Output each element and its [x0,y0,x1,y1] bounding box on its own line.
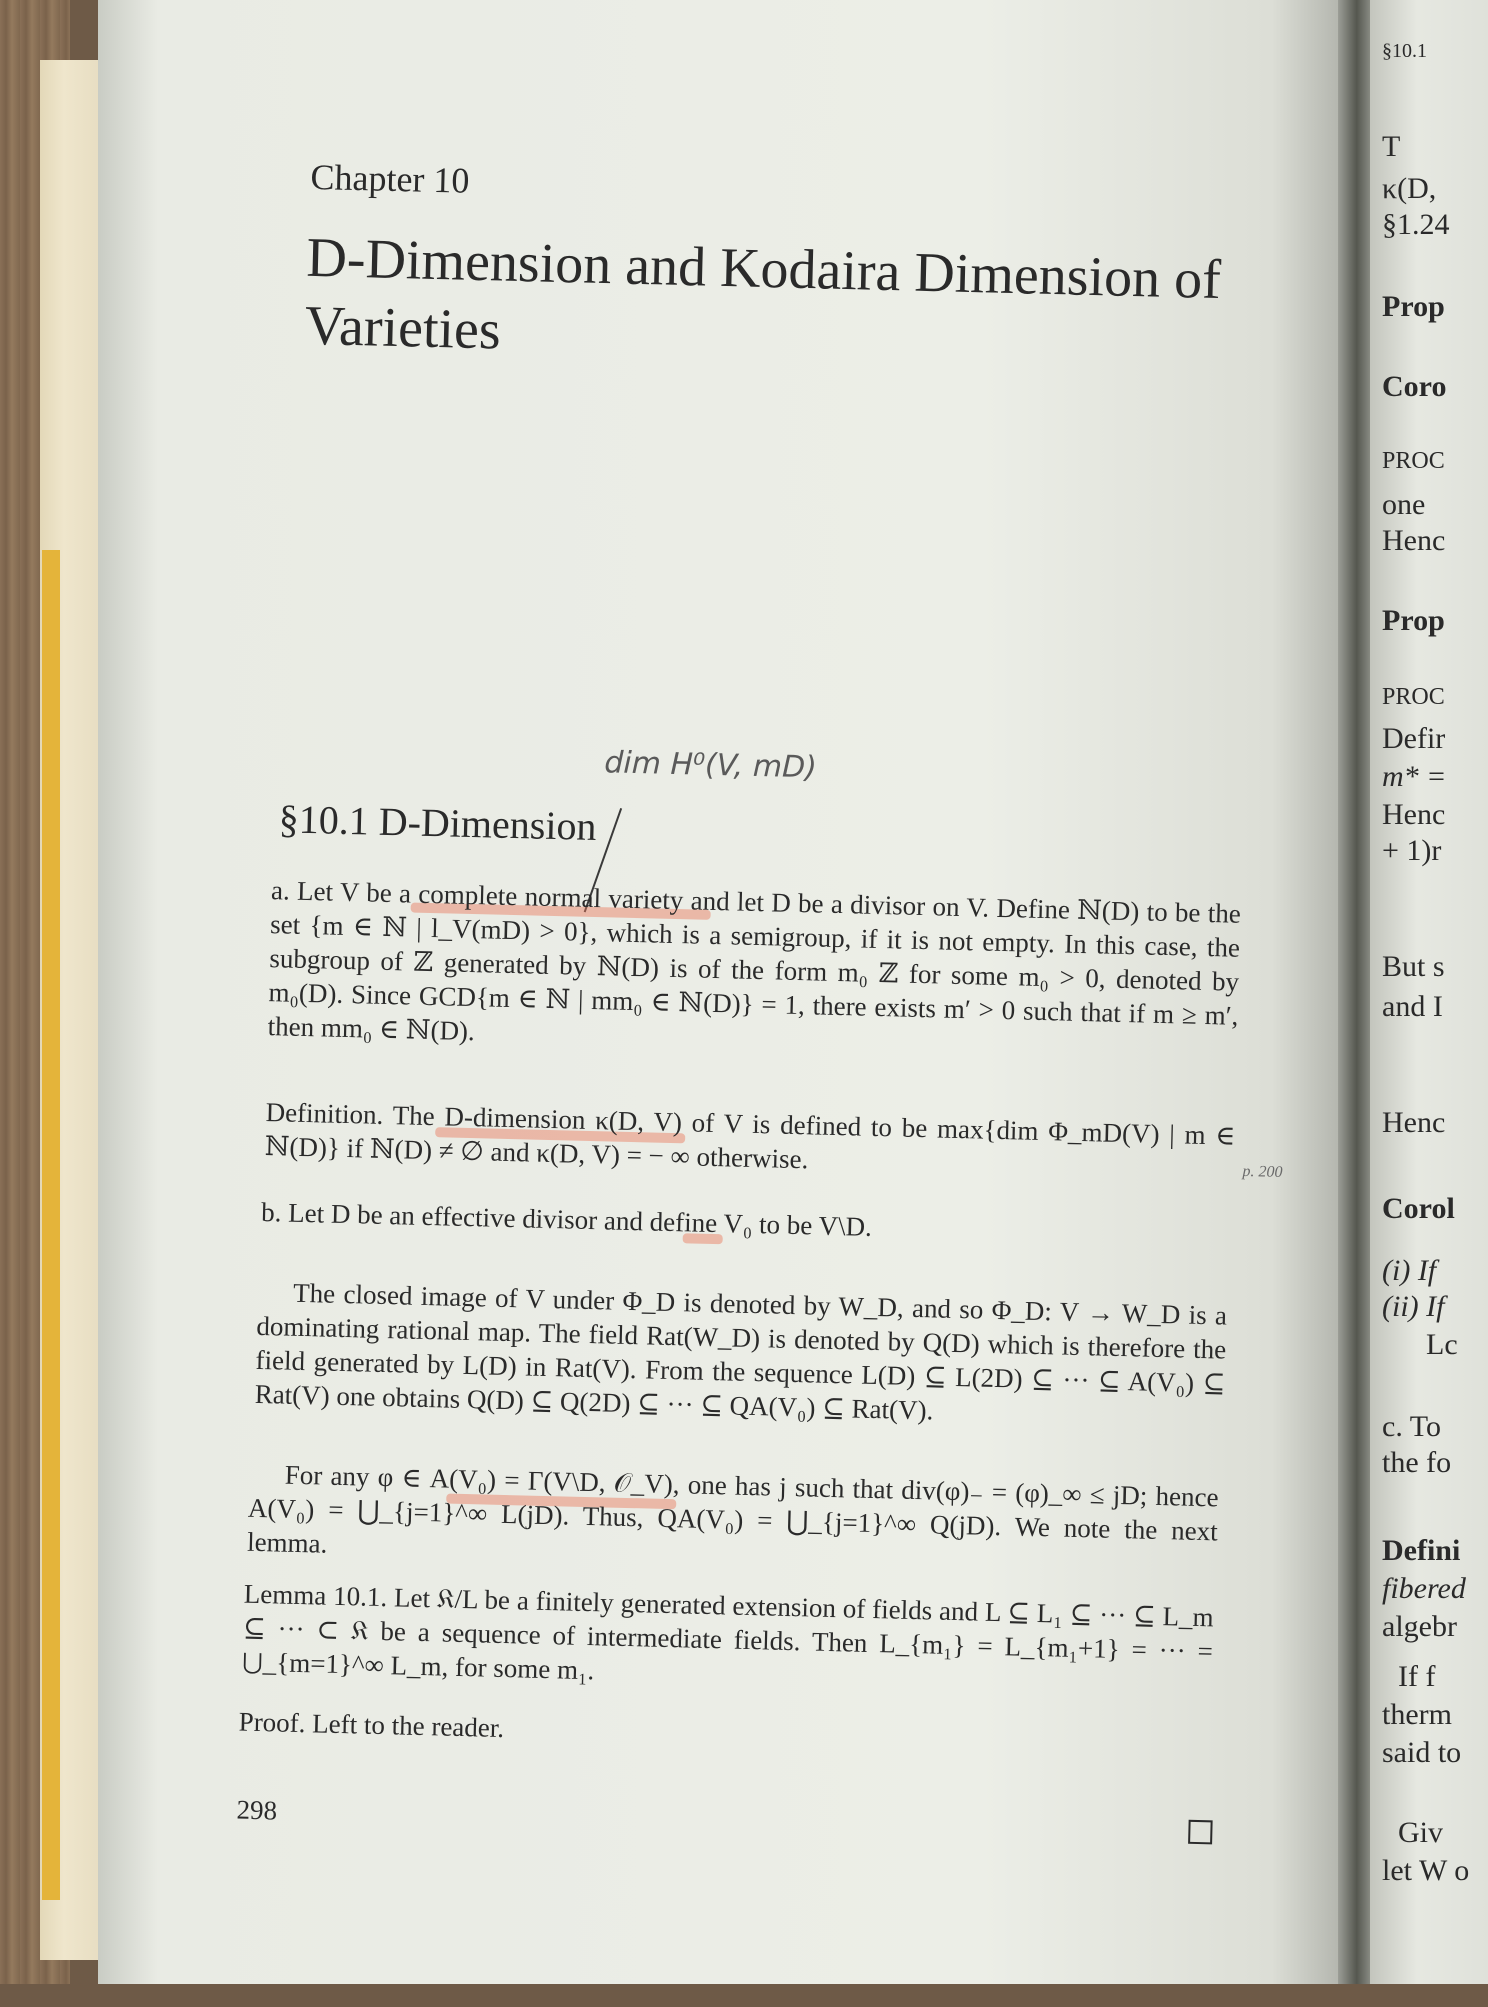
right-page-line: But s [1382,950,1445,983]
paragraph-any: For any φ ∈ A(V₀) = Γ(V\D, 𝒪_V), one has j such that div(φ)₋ = (φ)_∞ ≤ jD; hence A(V₀) = ⋃_{j=1}^∞ L(jD). Thus, QA(V₀) = ⋃_{j=1}^∞ Q(jD). We note the next lemma. [246,1459,1219,1559]
right-page-line: Prop [1382,604,1445,637]
right-page [1370,0,1488,1984]
right-page-line: If f [1398,1660,1436,1693]
right-page-line: algebr [1382,1610,1457,1643]
right-page-line: Defir [1382,722,1446,755]
paragraph-a: a. Let V be a complete normal variety and let D be a divisor on V. Define ℕ(D) to be the set {m ∈ ℕ | l_V(mD) > 0}, which is a semigroup, if it is not empty. In this case, the subgroup of ℤ generated by ℕ(D) is of the form m₀ ℤ for some m₀ > 0, denoted by m₀(D). Since GCD{m ∈ ℕ | mm₀ ∈ ℕ(D)} = 1, there exists m′ > 0 such that if m ≥ m′, then mm₀ ∈ ℕ(D). [267,875,1242,1047]
right-page-line: PROC [1382,448,1445,474]
right-page-line: Giv [1398,1816,1443,1849]
lemma: Lemma 10.1. Let 𝔎/L be a finitely generated extension of fields and L ⊆ L₁ ⊆ ··· ⊆ L_m ⊆ ··· ⊂ 𝔎 be a sequence of intermediate fields. Then L_{m₁} = L_{m₁+1} = ··· = ⋃_{m=1}^∞ L_m, for some m₁. [241,1578,1214,1686]
section-heading: §10.1 D-Dimension [278,796,598,850]
right-page-line: Prop [1382,290,1445,323]
right-page-line: (ii) If [1382,1290,1445,1323]
right-page-line: c. To [1382,1410,1442,1443]
right-page-line: Coro [1382,370,1447,403]
right-page-line: Lc [1426,1328,1458,1361]
right-page-line: let W o [1382,1854,1470,1887]
right-page-line: the fo [1382,1446,1452,1479]
right-page-line: Defini [1382,1534,1461,1567]
definition: Definition. The D-dimension κ(D, V) of V is defined to be max{dim Φ_mD(V) | m ∈ ℕ(D)} if ℕ(D) ≠ ∅ and κ(D, V) = − ∞ otherwise. [264,1097,1236,1175]
left-page [98,0,1360,1984]
right-page-line: said to [1382,1736,1462,1769]
right-page-line: therm [1382,1698,1452,1731]
right-page-line: one [1382,488,1426,521]
qed-box [1188,1820,1213,1845]
paragraph-b: b. Let D be an effective divisor and define V₀ to be V\D. [260,1196,873,1242]
book-gutter [1338,0,1372,1984]
page-number: 298 [236,1794,278,1826]
chapter-label: Chapter 10 [310,156,470,201]
right-page-line: (i) If [1382,1254,1437,1287]
right-page-line: Henc [1382,1106,1446,1139]
right-page-line: §1.24 [1382,208,1450,241]
book-cover-edge [42,550,60,1900]
right-page-line: fibered [1382,1572,1466,1605]
right-page-line: Henc [1382,798,1446,831]
proof: Proof. Left to the reader. [238,1706,505,1744]
right-page-line: κ(D, [1382,172,1437,205]
paragraph-closed-image: The closed image of V under Φ_D is denoted by W_D, and so Φ_D: V → W_D is a dominating rational map. The field Rat(W_D) is denoted by Q(D) which is therefore the field generated by L(D) in Rat(V). From the sequence L(D) ⊆ L(2D) ⊆ ··· ⊆ A(V₀) ⊆ Rat(V) one obtains Q(D) ⊆ Q(2D) ⊆ ··· ⊆ QA(V₀) ⊆ Rat(V). [254,1277,1228,1426]
right-page-line: T [1382,130,1401,163]
right-page-line: §10.1 [1382,40,1427,62]
right-page-line: and I [1382,990,1443,1023]
right-page-line: Henc [1382,524,1446,557]
chapter-title: D-Dimension and Kodaira Dimension of Varieties [304,226,1222,362]
right-page-line: + 1)r [1382,834,1442,867]
margin-note: p. 200 [1242,1162,1283,1181]
handwritten-note: dim H⁰(V, mD) [603,745,818,786]
right-page-line: Corol [1382,1192,1455,1225]
right-page-line: PROC [1382,684,1445,710]
right-page-line: m* = [1382,760,1447,793]
